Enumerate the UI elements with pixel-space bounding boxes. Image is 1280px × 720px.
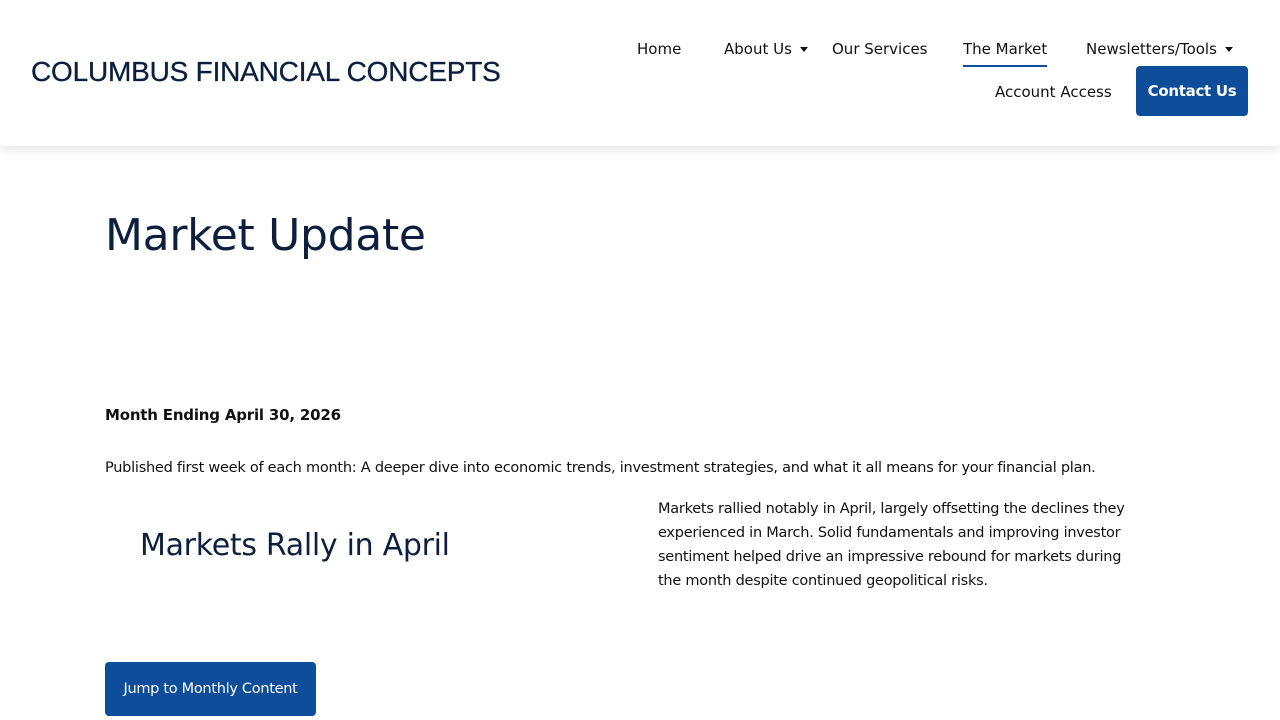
jump-button-label: Jump to Monthly Content (123, 681, 298, 697)
nav-item-about-us[interactable] (724, 40, 808, 58)
nav-label: Home (637, 40, 682, 58)
nav-item-the-market[interactable] (963, 40, 1047, 67)
page-title: Market Update (105, 210, 426, 261)
nav-label: About Us (724, 40, 792, 58)
nav-item-our-services[interactable] (832, 40, 928, 58)
contact-us-label: Contact Us (1147, 82, 1237, 100)
caret-down-icon (1225, 47, 1233, 52)
site-header (0, 0, 1280, 146)
nav-label: The Market (963, 40, 1048, 58)
section-heading: Markets Rally in April (140, 528, 450, 563)
nav-item-home[interactable] (637, 40, 681, 58)
jump-to-monthly-content-button[interactable] (105, 662, 316, 716)
nav-label: Account Access (995, 83, 1112, 101)
section-body: Markets rallied notably in April, largely offsetting the declines they experienced in March. Solid fundamentals and improving investor sentiment helped drive an impressive rebound for markets during the month despite continued geopolitical risks. (658, 501, 1125, 589)
contact-us-button[interactable] (1136, 66, 1248, 116)
nav-item-account-access[interactable] (995, 83, 1112, 101)
nav-label: Our Services (832, 40, 928, 58)
month-ending-label: Month Ending April 30, 2026 (105, 406, 341, 424)
nav-item-newsletters-tools[interactable] (1086, 40, 1233, 58)
caret-down-icon (800, 47, 808, 52)
published-note: Published first week of each month: A deeper dive into economic trends, investment strategies, and what it all means for your financial plan. (105, 460, 1096, 476)
site-logo[interactable]: COLUMBUS FINANCIAL CONCEPTS (31, 56, 501, 87)
nav-label: Newsletters/Tools (1086, 40, 1217, 58)
